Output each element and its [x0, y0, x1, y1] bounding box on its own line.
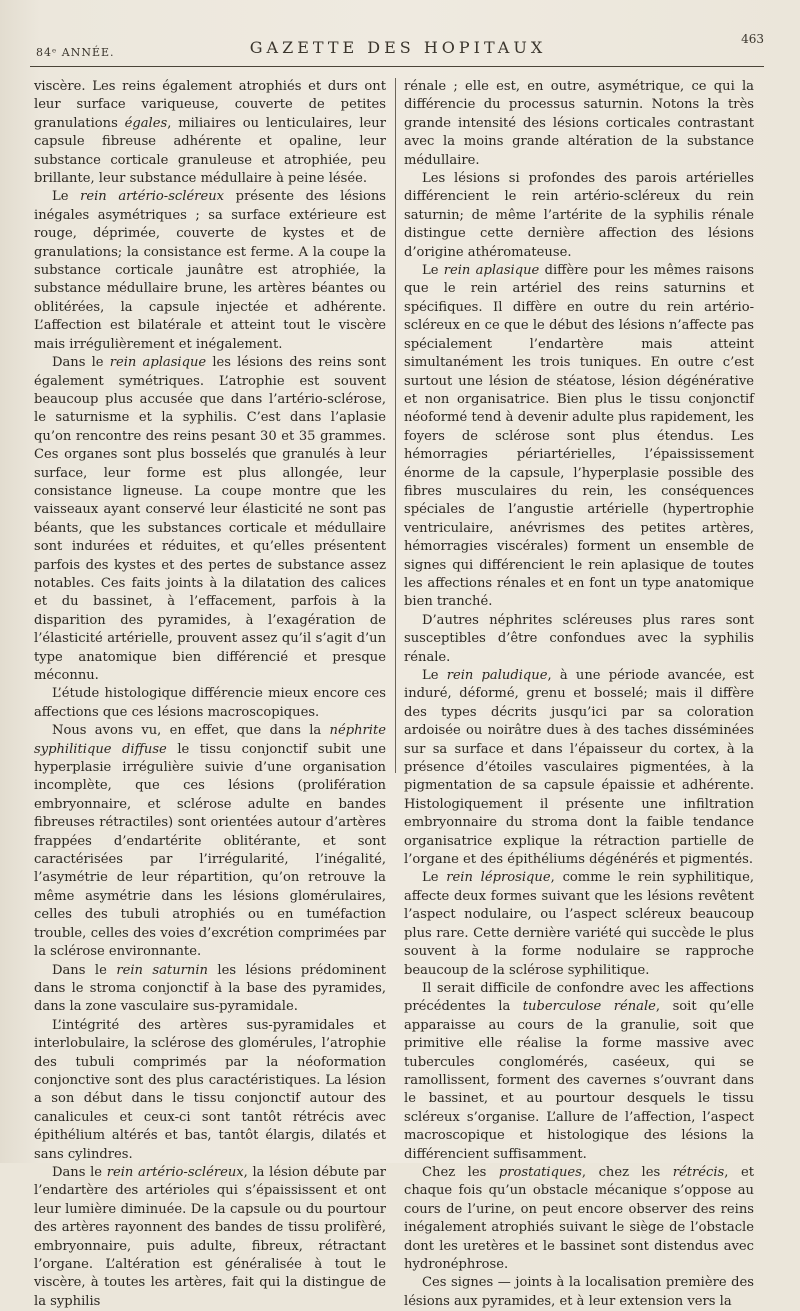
- text-run: , à une période avancée, est induré, déformé, grenu et bosselé; mais il diffère des types décrits jusqu’ici par sa coloration ardoisée ou noirâtre dues à des taches disséminées sur sa surface et dans l’épaisseur du cortex, à la présence d’étoiles vasculaires pigmentées, à la pigmentation de sa capsule épaissie et adhérente. Histologiquement il présente une infiltration embryonnaire du stroma dont la faible tendance organisatrice explique la rétraction partielle de l’organe et des épithéliums dégénérés et pigmentés.: [404, 668, 755, 868]
- right-column: [404, 78, 755, 1309]
- text-run: Le: [422, 263, 444, 279]
- paragraph: [404, 667, 754, 869]
- text-run: viscère. Les reins également atrophiés et durs ont leur surface variqueuse, couverte de petites granulations: [34, 79, 386, 131]
- paragraph: [404, 262, 754, 612]
- paragraph: [404, 170, 754, 262]
- text-run: Il serait difficile de confondre avec les affections précédentes la: [404, 980, 754, 1015]
- text-run: Le: [422, 668, 447, 683]
- paragraph: [34, 1164, 386, 1311]
- paragraph: [34, 354, 386, 685]
- italic-term: prostatiques: [498, 1164, 582, 1180]
- italic-term: rein léprosique: [446, 870, 551, 886]
- text-run: , chez les: [581, 1164, 673, 1180]
- italic-term: rein artério-scléreux: [80, 189, 225, 205]
- italic-term: rétrécis: [672, 1164, 725, 1180]
- text-run: les lésions des reins sont également symétriques. L’atrophie est souvent beaucoup plus accusée que dans l’artério-sclérose, le saturnisme et la syphilis. C’est dans l’aplasie qu’on rencontre des reins pesant 30 et 35 grammes. Ces organes sont plus bosselés que granulés à leur surface, leur forme est plus allongée, leur consistance ligneuse. La coupe montre que les vaisseaux ayant conservé leur élasticité ne sont pas béants, que les substances corticale et médullaire sont indurées et réduites, et qu’elles présentent parfois des kystes et des pertes de substance assez notables. Ces faits joints à la dilatation des calices et du bassinet, à l’effacement, parfois à la disparition des pyramides, à l’exagération de l’élasticité artérielle, prouvent assez qu’il s’agit d’un type anatomique bien différencié et presque méconnu.: [34, 355, 387, 683]
- paragraph: [34, 722, 386, 961]
- paragraph: [34, 188, 386, 354]
- text-run: le tissu conjonctif subit une hyperplasie irrégulière suivie d’une organisation incomplète, que ces lésions (prolifération embryonnaire, et sclérose adulte en bandes fibreuses rétractiles) sont orientées autour d’artères frappées d’endartérite oblitérante, et sont caractérisées par l’irrégularité, l’inégalité, l’asymétrie de leur répartition, qu’on retrouve la même asymétrie dans les lésions glomérulaires, celles des tubuli atrophiés ou en tuméfaction trouble, celles des voies d’excrétion comprimées par la sclérose environnante.: [34, 741, 386, 960]
- header-rule: [30, 66, 764, 67]
- left-column: [34, 78, 387, 1309]
- paragraph: [34, 685, 386, 722]
- text-run: Nous avons vu, en effet, que dans la: [52, 723, 330, 739]
- paragraph: [404, 980, 754, 1164]
- paragraph: [404, 869, 754, 979]
- page-header: [30, 22, 766, 70]
- journal-title: GAZETTE DES HOPITAUX: [249, 38, 547, 57]
- text-run: diffère pour les mêmes raisons que le rein artériel des reins saturnins et spécifiques. Il diffère en outre du rein artério-scléreux en ce que le début des lésions n’affecte pas spécialement l’endartère mais atteint simultanément les trois tuniques. En outre c’est surtout une lésion de stéatose, lésion dégénérative et non organisatrice. Bien plus le tissu conjonctif néoformé tend à devenir adulte plus rapidement, les foyers de sclérose sont plus étendus. Les hémorragies périartérielles, l’épaississement énorme de la capsule, l’hyperplasie possible des fibres musculaires du rein, les conséquences spéciales de l’angustie artérielle (hypertrophie ventriculaire, anévrismes des petites artères, hémorragies viscérales) forment un ensemble de signes qui différencient le rein aplasique de toutes les affections rénales et en font un type anatomique bien tranché.: [404, 263, 754, 610]
- italic-term: rein artério-scléreux: [106, 1164, 244, 1180]
- italic-term: rein aplasique: [443, 263, 540, 279]
- text-run: Chez les: [422, 1164, 499, 1180]
- text-run: Ces signes — joints à la localisation première des lésions aux pyramides, et à leur extension vers la: [404, 1275, 754, 1309]
- text-run: D’autres néphrites scléreuses plus rares sont susceptibles d’être confondues avec la syphilis rénale.: [404, 612, 754, 665]
- text-run: rénale ; elle est, en outre, asymétrique, ce qui la différencie du processus saturnin. Notons la très grande intensité des lésions corticales contrastant avec la moins grande altération de la substance médullaire.: [404, 79, 754, 168]
- issue-year: 84ᵉ ANNÉE.: [36, 46, 115, 59]
- paragraph: [34, 962, 386, 1017]
- paragraph: [404, 1164, 754, 1274]
- text-run: , comme le rein syphilitique, affecte deux formes suivant que les lésions revêtent l’aspect nodulaire, ou l’aspect scléreux beaucoup plus rare. Cette dernière variété qui succède le plus souvent à la forme nodulaire se rapproche beaucoup de la sclérose syphilitique.: [404, 870, 754, 978]
- text-run: L’intégrité des artères sus-pyramidales et interlobulaire, la sclérose des glomérules, l’atrophie des tubuli comprimés par la néoformation conjonctive sont des plus caractéristiques. La lésion a son début dans le tissu conjonctif autour des canalicules et ceux-ci sont tantôt rétrécis avec épithélium altérés et bas, tantôt élargis, dilatés et sans cylindres.: [34, 1017, 386, 1162]
- text-run: , la lésion débute par l’endartère des artérioles qui s’épaississent et ont leur lumière diminuée. De la capsule ou du pourtour des artères rayonnent des bandes de tissu prolifèré, embryonnaire, puis adulte, fibreux, rétractant l’organe. L’altération est généralisée à tout le viscère, à toutes les artères, fait qui la distingue de la syphilis: [34, 1164, 387, 1309]
- paragraph: [404, 1274, 754, 1311]
- text-run: les lésions prédominent dans le stroma conjonctif à la base des pyramides, dans la zone vasculaire sus-pyramidale.: [34, 962, 386, 1015]
- italic-term: rein aplasique: [109, 355, 207, 371]
- text-run: , et chaque fois qu’un obstacle mécanique s’oppose au cours de l’urine, on peut encore observer des reins inégalement atrophiés suivant le siège de l’obstacle dont les uretères et le bassinet sont distendus avec hydronéphrose.: [404, 1164, 754, 1272]
- text-run: Le: [422, 870, 447, 886]
- paragraph: [34, 78, 386, 188]
- text-run: Dans le: [52, 962, 117, 978]
- paragraph: [404, 78, 754, 170]
- italic-term: rein saturnin: [116, 962, 208, 978]
- text-run: Le: [52, 189, 81, 205]
- text-run: , soit qu’elle apparaisse au cours de la granulie, soit que primitive elle réalise la forme massive avec tubercules conglomérés, caséeux, qui se ramollissent, forment des cavernes s’ouvrant dans le bassinet, et au pourtour desquels le tissu scléreux s’organise. L’allure de l’affection, l’aspect macroscopique et histologique des lésions la différencient suffisamment.: [404, 999, 754, 1162]
- text-run: , miliaires ou lenticulaires, leur capsule fibreuse adhérente et opaline, leur substance corticale granuleuse et atrophiée, peu brillante, leur substance médullaire à peine lésée.: [34, 115, 386, 187]
- text-run: Dans le: [52, 355, 110, 371]
- page-number: 463: [741, 32, 764, 46]
- paragraph: [34, 1017, 386, 1164]
- column-divider: [395, 78, 396, 773]
- paragraph: [404, 612, 754, 667]
- italic-term: néphrite syphilitique diffuse: [34, 723, 386, 757]
- text-run: Les lésions si profondes des parois artérielles différencient le rein artério-scléreux du rein saturnin; de même l’artérite de la syphilis rénale distingue cette dernière affection des lésions d’origine athéromateuse.: [404, 171, 754, 260]
- text-run: L’étude histologique différencie mieux encore ces affections que ces lésions macroscopiques.: [34, 686, 386, 720]
- italic-term: égales: [124, 115, 168, 131]
- text-run: présente des lésions inégales asymétriques ; sa surface extérieure est rouge, déprimée, couverte de kystes et de granulations; la consistance est ferme. A la coupe la substance corticale jaunâtre est atrophiée, la substance médullaire brune, les artères béantes ou oblitérées, la capsule injectée et adhérente. L’affection est bilatérale et atteint tout le viscère mais irrégulièrement et inégalement.: [34, 189, 386, 352]
- italic-term: tuberculose rénale: [522, 999, 656, 1015]
- text-run: Dans le: [52, 1164, 107, 1180]
- italic-term: rein paludique: [446, 668, 548, 683]
